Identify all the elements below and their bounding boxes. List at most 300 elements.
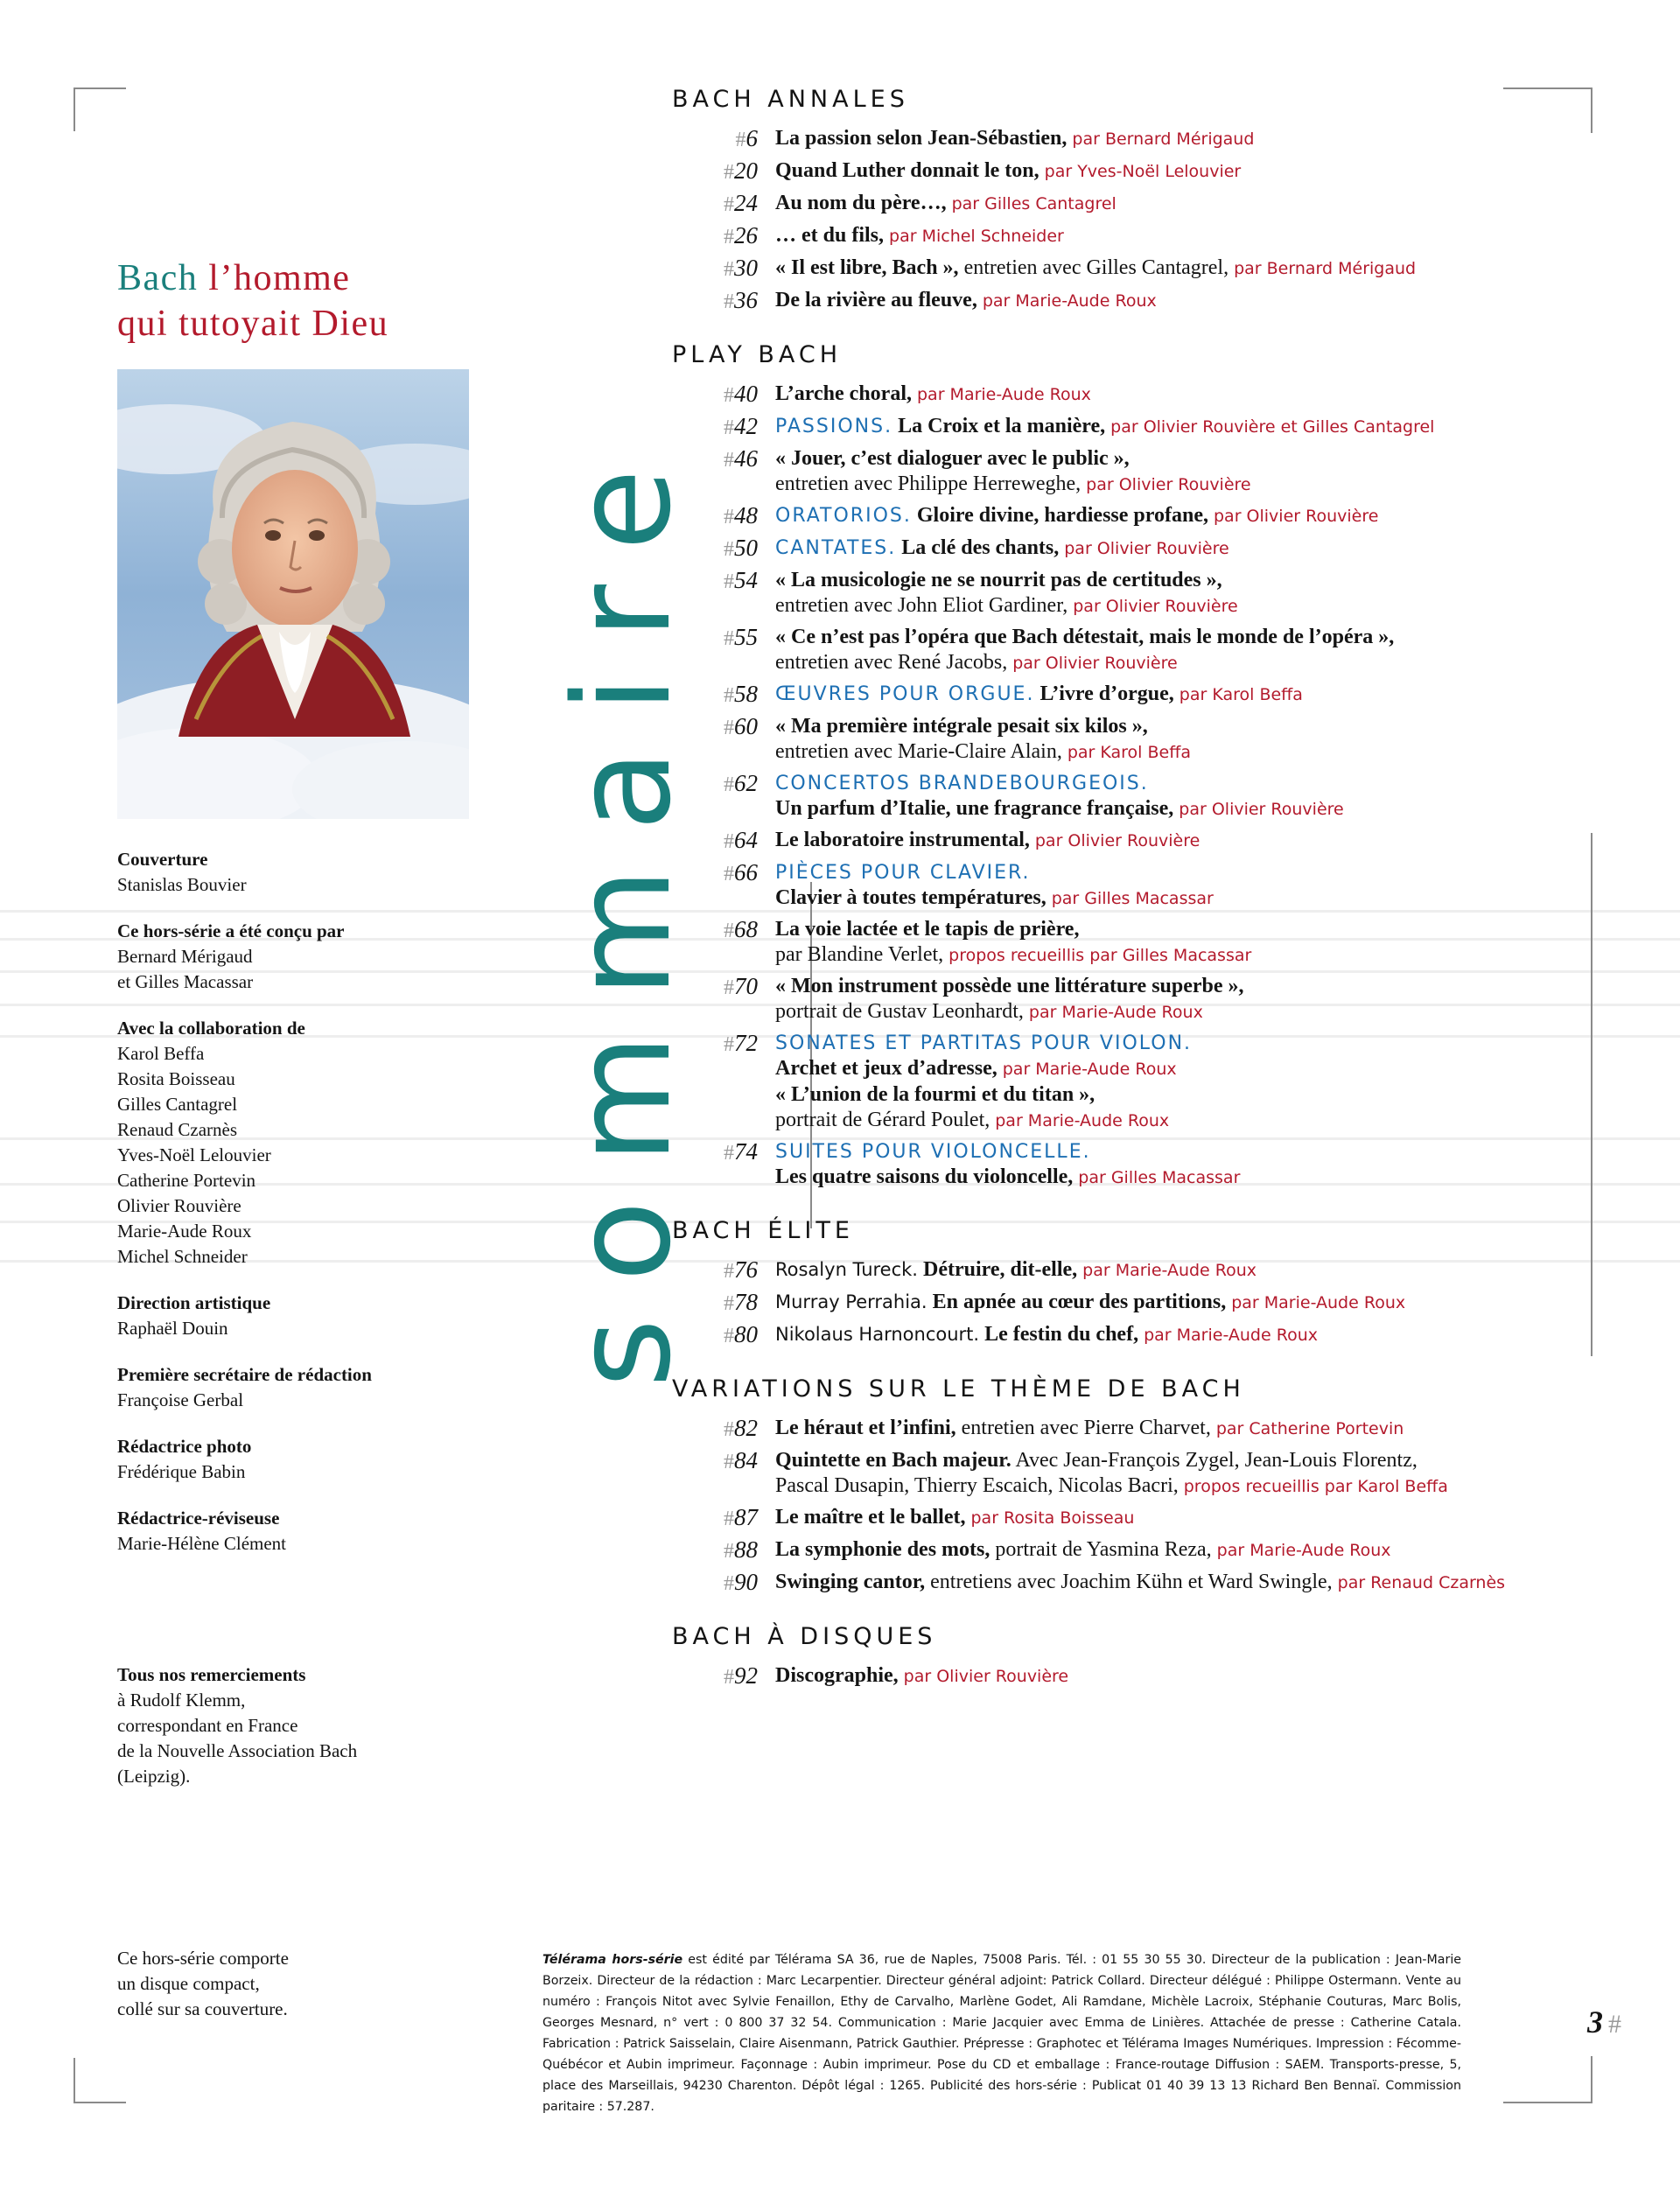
article-title: Le maître et le ballet, [775,1506,966,1529]
hash-symbol: # [724,538,734,561]
hash-symbol: # [724,830,734,853]
page-ref-number: 88 [734,1536,758,1563]
entry-line [775,255,1591,282]
credit-block [117,1362,485,1413]
crop-mark [1591,2056,1592,2103]
thanks-line: (Leipzig). [117,1766,191,1787]
hash-symbol: # [724,506,734,528]
page-ref [672,158,775,185]
hash-symbol: # [724,290,734,313]
entry-line [775,503,1591,529]
hash-symbol: # [724,1418,734,1441]
disc-note-line: collé sur sa couverture. [117,1998,288,2019]
page-ref-number: 48 [734,502,758,528]
entry-line [775,796,1591,822]
credit-name: Michel Schneider [117,1246,248,1267]
page-ref [672,1448,775,1475]
article-author: par Marie-Aude Roux [1002,1060,1177,1079]
article-title: La Croix et la manière, [898,415,1106,437]
section-title: BACH ANNALES [672,86,909,113]
entry-line [775,1290,1591,1316]
credit-name: Rosita Boisseau [117,1068,235,1089]
article-category: SONATES ET PARTITAS POUR VIOLON. [775,1032,1193,1054]
article-title: Discographie, [775,1664,899,1687]
entry-body [775,1448,1591,1500]
entry-line [775,682,1591,708]
article-author: par Yves-Noël Lelouvier [1044,162,1242,181]
credit-name: Karol Beffa [117,1043,205,1064]
credit-label: Ce hors-série a été conçu par [117,920,345,941]
entry-line [775,158,1591,185]
page-ref [672,1416,775,1443]
entry-line [775,535,1591,562]
page-ref-number: 50 [734,535,758,561]
credit-name: Renaud Czarnès [117,1119,238,1140]
credit-label: Rédactrice-réviseuse [117,1508,280,1529]
toc-entry [672,1322,1591,1349]
entry-line [775,999,1591,1025]
page-ref-number: 6 [746,125,758,151]
entry-body [775,288,1591,314]
article-title: « Ce n’est pas l’opéra que Bach détestait, mais le monde de l’opéra », [775,626,1395,648]
page-ref-number: 26 [734,222,758,248]
toc-entry [672,503,1591,530]
article-author: par Gilles Macassar [1051,889,1214,908]
page-ref-number: 66 [734,859,758,885]
entry-line [775,625,1591,650]
page-ref [672,860,775,887]
entry-body [775,1570,1591,1596]
page-ref-number: 30 [734,255,758,281]
toc-entry [672,682,1591,709]
toc-entry [672,974,1591,1025]
page-ref-number: 92 [734,1662,758,1689]
hash-symbol: # [724,416,734,439]
page-ref-number: 36 [734,287,758,313]
colophon-publication: Télérama hors-série [542,1953,683,1967]
entry-body [775,1537,1591,1564]
page-ref-number: 55 [734,624,758,650]
entry-line [775,739,1591,766]
section-title: PLAY BACH [672,341,843,368]
article-title: Swinging cantor, [775,1571,926,1593]
article-title: La passion selon Jean-Sébastien, [775,127,1068,150]
hash-symbol: # [724,161,734,184]
entry-body [775,255,1591,282]
toc-entry [672,446,1591,498]
entry-line [775,568,1591,593]
margin-rule [1591,833,1592,1356]
page-ref-number: 78 [734,1289,758,1315]
credit-block [117,847,485,898]
hash-symbol: # [724,863,734,885]
entry-line [775,1322,1591,1348]
article-author: par Olivier Rouvière et Gilles Cantagrel [1110,417,1435,437]
article-title: Un parfum d’Italie, une fragrance française, [775,797,1174,820]
article-category: ORATORIOS. [775,505,912,527]
article-author: par Gilles Macassar [1078,1168,1241,1187]
article-author: par Olivier Rouvière [1213,507,1379,526]
hash-symbol: # [1608,2010,1621,2039]
page-ref-number: 62 [734,770,758,796]
entry-line [775,1082,1591,1108]
toc-entry [672,535,1591,563]
entry-body [775,1031,1591,1134]
entry-body [775,381,1591,408]
page-ref [672,288,775,315]
credit-label: Avec la collaboration de [117,1018,305,1039]
article-description: par Blandine Verlet, [775,943,944,966]
page-ref [672,381,775,409]
toc-entry [672,568,1591,619]
page-ref [672,1031,775,1058]
entry-body [775,1290,1591,1316]
entry-line [775,917,1591,942]
article-title: L’ivre d’orgue, [1040,682,1174,705]
toc-entry [672,1031,1591,1134]
sommaire-vertical-title: sommaire [545,431,700,1389]
article-author: par Olivier Rouvière [1012,654,1178,673]
page-ref-number: 58 [734,681,758,707]
entry-line [775,650,1591,676]
article-title: Le festin du chef, [984,1323,1139,1346]
page-ref-number: 24 [734,190,758,216]
entry-line [775,714,1591,739]
entry-line [775,593,1591,619]
toc-entry [672,191,1591,218]
article-author: par Marie-Aude Roux [1144,1326,1318,1345]
article-title: … et du fils, [775,224,885,247]
cover-title-bach: Bach [117,258,199,298]
hash-symbol: # [724,1540,734,1563]
toc-entry [672,1257,1591,1284]
crop-mark [1503,2102,1592,2103]
entry-line [775,1139,1591,1165]
article-author: par Bernard Mérigaud [1234,259,1417,278]
toc-entry [672,414,1591,441]
article-title: Détruire, dit-elle, [922,1258,1078,1281]
article-description: entretien avec Gilles Cantagrel, [963,256,1229,279]
page-ref [672,1257,775,1284]
article-title: « Il est libre, Bach », [775,256,959,279]
thanks-line: de la Nouvelle Association Bach [117,1740,358,1761]
article-description: Avec Jean-François Zygel, Jean-Louis Florentz, [1015,1449,1418,1472]
cover-title-line2: qui tutoyait Dieu [117,304,389,344]
article-author: par Rosita Boisseau [970,1508,1135,1528]
article-category: ŒUVRES POUR ORGUE. [775,683,1035,705]
article-title: La voie lactée et le tapis de prière, [775,918,1080,941]
article-title: La clé des chants, [901,536,1060,559]
colophon [542,1949,1461,2117]
article-title: Le héraut et l’infini, [775,1417,956,1439]
credit-block [117,1506,485,1557]
entry-body [775,446,1591,498]
entry-line [775,771,1591,796]
credit-label: Rédactrice photo [117,1436,252,1457]
hash-symbol: # [724,627,734,650]
hash-symbol: # [724,684,734,707]
credit-name: Marie-Aude Roux [117,1221,252,1242]
entry-line [775,381,1591,408]
entry-body [775,860,1591,912]
page-ref [672,535,775,563]
toc-entry [672,714,1591,766]
hash-symbol: # [724,449,734,472]
crop-mark [74,87,75,131]
entry-line [775,1165,1591,1191]
disc-note [117,1946,485,2022]
credit-label: Couverture [117,849,208,870]
hash-symbol: # [724,570,734,593]
entry-line [775,1416,1591,1442]
article-author: par Catherine Portevin [1215,1419,1404,1438]
hash-symbol: # [724,226,734,248]
entry-line [775,1570,1591,1596]
entry-line [775,1108,1591,1134]
page-number-value: 3 [1587,2005,1603,2040]
credit-label: Première secrétaire de rédaction [117,1364,372,1385]
article-title: Au nom du père…, [775,192,947,214]
credit-name: Bernard Mérigaud [117,946,253,967]
page-ref-number: 70 [734,973,758,999]
hash-symbol: # [724,1260,734,1283]
entry-body [775,191,1591,217]
entry-body [775,158,1591,185]
article-category: PIÈCES POUR CLAVIER. [775,862,1031,884]
entry-body [775,1139,1591,1191]
page-ref [672,714,775,741]
credit-name: Catherine Portevin [117,1170,256,1191]
thanks-line: à Rudolf Klemm, [117,1690,246,1711]
article-author: par Olivier Rouvière [1073,597,1238,616]
entry-body [775,974,1591,1025]
toc-entry [672,860,1591,912]
article-title: Clavier à toutes températures, [775,886,1046,909]
toc-entry [672,771,1591,822]
toc-entry [672,625,1591,676]
article-category: PASSIONS. [775,416,893,437]
credit-block [117,1291,485,1341]
entry-line [775,885,1591,912]
page-ref-number: 42 [734,413,758,439]
article-title: La symphonie des mots, [775,1538,990,1561]
page-ref-number: 68 [734,916,758,942]
entry-line [775,1031,1591,1056]
bach-portrait-image [117,369,469,819]
entry-line [775,1537,1591,1564]
article-title: « Ma première intégrale pesait six kilos », [775,715,1148,738]
hash-symbol: # [735,129,746,151]
page-number [1587,2004,1621,2040]
toc-entry [672,288,1591,315]
article-author: par Marie-Aude Roux [1028,1003,1203,1022]
hash-symbol: # [724,1142,734,1165]
entry-body [775,1257,1591,1284]
toc-entry [672,1663,1591,1690]
section-title: VARIATIONS SUR LE THÈME DE BACH [672,1375,1245,1403]
toc-section [672,84,1591,315]
page-ref [672,446,775,473]
article-title: Quintette en Bach majeur. [775,1449,1012,1472]
article-author: par Marie-Aude Roux [982,291,1157,311]
page-ref-number: 84 [734,1447,758,1473]
entry-body [775,1416,1591,1442]
toc-entry [672,381,1591,409]
credit-block [117,919,485,995]
toc-section [672,1374,1591,1597]
page-ref [672,568,775,595]
entry-line [775,191,1591,217]
article-title: Les quatre saisons du violoncelle, [775,1165,1074,1188]
entry-body [775,682,1591,708]
entry-body [775,1663,1591,1690]
entry-body [775,1322,1591,1348]
crop-mark [1591,87,1592,133]
hash-symbol: # [724,717,734,739]
article-title: « Jouer, c’est dialoguer avec le public », [775,447,1130,470]
credits [117,847,485,1578]
entry-line [775,828,1591,854]
entry-body [775,223,1591,249]
article-author: par Olivier Rouvière [1086,475,1251,494]
page-ref-number: 46 [734,445,758,472]
article-author: propos recueillis par Gilles Macassar [948,946,1252,965]
entry-body [775,503,1591,529]
page-ref-number: 87 [734,1504,758,1530]
article-author: par Olivier Rouvière [1034,831,1200,850]
hash-symbol: # [724,258,734,281]
page-ref [672,1139,775,1166]
crop-mark [74,87,126,89]
page-ref-number: 20 [734,157,758,184]
page-ref [672,191,775,218]
article-description: entretien avec John Eliot Gardiner, [775,594,1068,617]
article-description: Pascal Dusapin, Thierry Escaich, Nicolas Bacri, [775,1474,1179,1497]
entry-line [775,446,1591,472]
entry-body [775,414,1591,440]
article-description: entretiens avec Joachim Kühn et Ward Swingle, [930,1571,1333,1593]
article-author: par Olivier Rouvière [1064,539,1229,558]
article-author: par Bernard Mérigaud [1072,129,1255,149]
credit-name: Olivier Rouvière [117,1195,242,1216]
article-author: par Marie-Aude Roux [1216,1541,1391,1560]
page-ref [672,828,775,855]
article-title: Le laboratoire instrumental, [775,829,1030,851]
page-ref-number: 72 [734,1030,758,1056]
toc-entry [672,917,1591,969]
toc-entry [672,223,1591,250]
page-ref [672,255,775,283]
hash-symbol: # [724,384,734,407]
entry-line [775,288,1591,314]
page-ref-number: 82 [734,1415,758,1441]
toc-entry [672,1537,1591,1564]
article-author: par Karol Beffa [1179,685,1303,704]
article-description: portrait de Yasmina Reza, [995,1538,1212,1561]
toc-entry [672,828,1591,855]
page-ref-number: 80 [734,1321,758,1347]
colophon-text: est édité par Télérama SA 36, rue de Naples, 75008 Paris. Tél. : 01 55 30 55 30. Directeur de la publication : Jean-Marie Borzeix. Directeur de la rédaction : Marc Lecarpentier. Directeur général adjoint: Patrick Collard. Directeur délégué : Philippe Ostermann. Vente au numéro : François Nitot avec Sylvie Fenaillon, Ethy de Carvalho, Marlène Godet, Ali Ramdane, Michèle Lacroix, Stéphanie Couturas, Marc Bolis, Georges Mesnard, n° vert : 0 800 37 32 54. Communication : Marie Jacquier avec Emma de Linières. Attachée de presse : Catherine Catala. Fabrication : Patrick Saisselain, Claire Aisenmann, Patrick Gauthier. Prépresse : Graphotec et Télérama Images Numériques. Impression : Fécomme-Québécor et Aubin imprimeur. Façonnage : Aubin imprimeur. Pose du CD et emballage : France-routage Diffusion : SAEM. Transports-presse, 5, place des Marseillais, 94230 Charenton. Dépôt légal : 1265. Publicité des hors-série : Publicat 01 40 39 13 13 Richard Ben Bennaï. Commission paritaire : 57.287. [542,1953,1461,2114]
article-person: Murray Perrahia. [775,1291,928,1312]
entry-line [775,126,1591,152]
article-title: Quand Luther donnait le ton, [775,159,1040,182]
page-ref-number: 64 [734,827,758,853]
toc-entry [672,158,1591,185]
section-title: BACH ÉLITE [672,1217,854,1244]
article-title: Archet et jeux d’adresse, [775,1057,998,1080]
article-description: portrait de Gustav Leonhardt, [775,1000,1024,1023]
toc-entry [672,255,1591,283]
toc-section [672,1621,1591,1690]
article-category: CANTATES. [775,537,897,559]
hash-symbol: # [724,1666,734,1689]
article-description: entretien avec René Jacobs, [775,651,1008,674]
article-author: par Marie-Aude Roux [1231,1293,1406,1312]
credit-name: Marie-Hélène Clément [117,1533,286,1554]
page-ref [672,503,775,530]
page-ref-number: 74 [734,1138,758,1165]
credit-name: Françoise Gerbal [117,1389,244,1410]
entry-body [775,535,1591,562]
article-person: Nikolaus Harnoncourt. [775,1324,980,1345]
hash-symbol: # [724,1508,734,1530]
credit-name: Stanislas Bouvier [117,874,247,895]
article-author: propos recueillis par Karol Beffa [1183,1477,1448,1496]
page-ref [672,1290,775,1317]
toc-entry [672,1505,1591,1532]
hash-symbol: # [724,976,734,999]
disc-note-line: Ce hors-série comporte [117,1948,289,1969]
article-author: par Michel Schneider [889,227,1064,246]
hash-symbol: # [724,1325,734,1347]
hash-symbol: # [724,193,734,216]
toc-entry [672,1416,1591,1443]
page-ref-number: 90 [734,1569,758,1595]
page-ref [672,771,775,798]
article-description: entretien avec Philippe Herreweghe, [775,472,1082,495]
article-title: « Mon instrument possède une littérature superbe », [775,975,1244,997]
article-author: par Gilles Cantagrel [951,194,1116,213]
page-ref [672,1663,775,1690]
page-ref-number: 54 [734,567,758,593]
article-title: Gloire divine, hardiesse profane, [916,504,1208,527]
acknowledgements [117,1662,485,1789]
entry-body [775,625,1591,676]
credit-label: Direction artistique [117,1292,271,1313]
page-ref [672,414,775,441]
page-ref [672,682,775,709]
article-author: par Karol Beffa [1067,743,1191,762]
entry-line [775,974,1591,999]
page-ref [672,974,775,1001]
article-title: De la rivière au fleuve, [775,289,977,311]
toc-entry [672,126,1591,153]
entry-line [775,1473,1591,1500]
entry-body [775,1505,1591,1531]
article-author: par Olivier Rouvière [1179,800,1344,819]
entry-line [775,942,1591,969]
article-category: CONCERTOS BRANDEBOURGEOIS. [775,773,1149,794]
entry-body [775,771,1591,822]
toc-entry [672,1290,1591,1317]
credit-block [117,1434,485,1485]
page-ref [672,126,775,153]
hash-symbol: # [724,1572,734,1595]
entry-line [775,860,1591,885]
page-ref [672,1570,775,1597]
entry-body [775,714,1591,766]
entry-line [775,1257,1591,1284]
